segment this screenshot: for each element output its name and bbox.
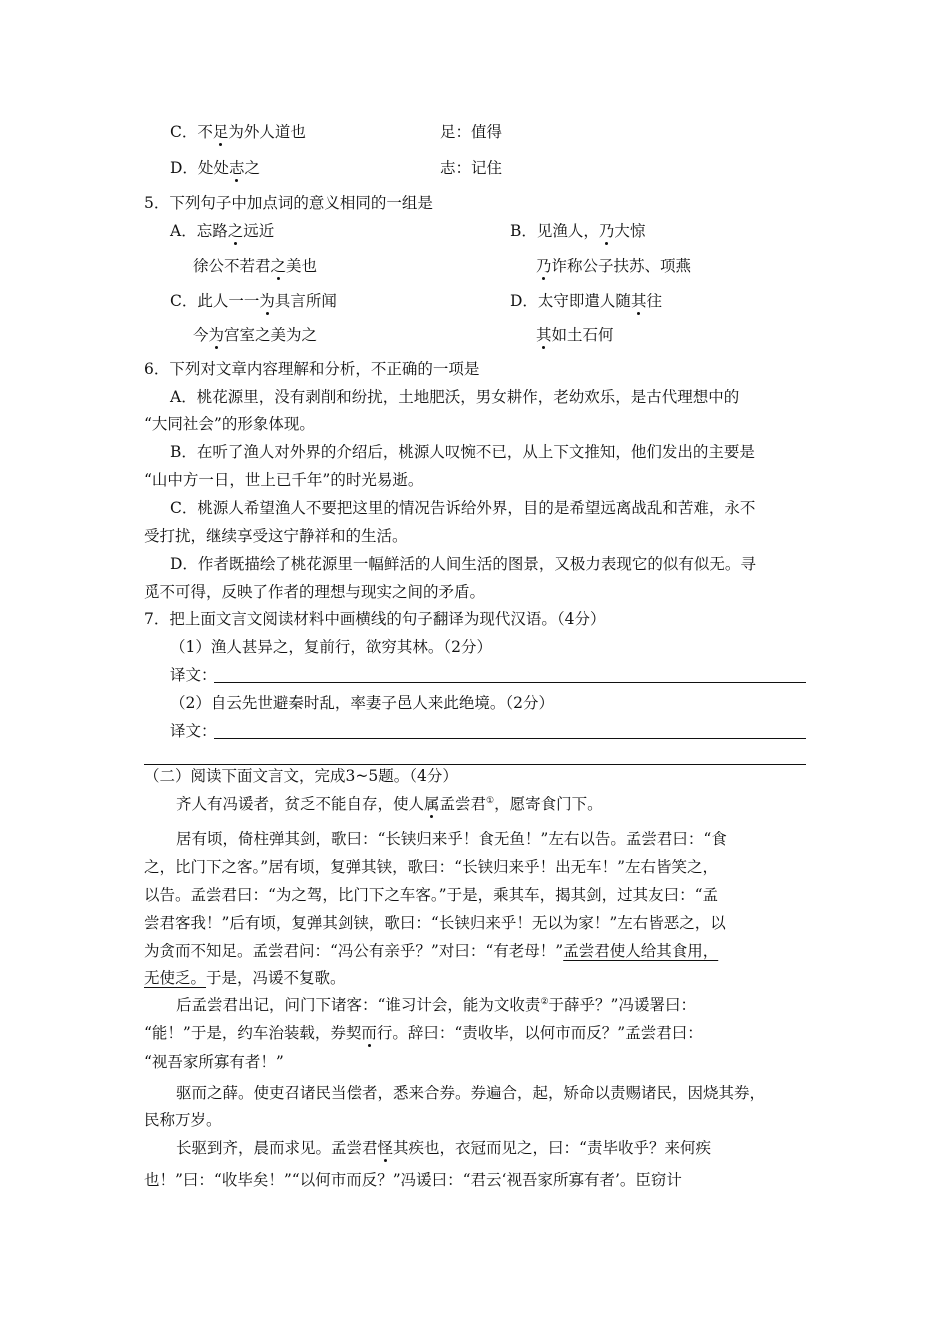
q7-answer-label-2: 译文： bbox=[170, 722, 217, 740]
q6-option-a-line1: A．桃花源里，没有剥削和纷扰，土地肥沃，男女耕作，老幼欢乐，是古代理想中的 bbox=[170, 388, 740, 406]
q5-option-a-line2: 徐公不若君之美也 bbox=[193, 257, 318, 275]
passage-paragraph-1: 齐人有冯谖者，贫乏不能自存，使人属孟尝君①，愿寄食门下。 bbox=[176, 795, 603, 813]
q7-answer-line-2[interactable] bbox=[214, 738, 806, 739]
q5-option-b-line1: B．见渔人，乃大惊 bbox=[510, 222, 646, 240]
underlined-sentence: 孟尝君使人给其食用， bbox=[563, 942, 719, 960]
q4-option-d-gloss: 志：记住 bbox=[440, 159, 503, 177]
q7-answer-line-1[interactable] bbox=[214, 682, 806, 683]
passage-paragraph-3-line2: “能！”于是，约车治装载，券契而行。辞曰：“责收毕，以何市而反？”孟尝君曰： bbox=[144, 1024, 703, 1042]
passage-paragraph-5-line1: 长驱到齐，晨而求见。孟尝君怪其疾也，衣冠而见之，曰：“责毕收乎？来何疾 bbox=[176, 1139, 711, 1157]
q5-option-c-line2: 今为宫室之美为之 bbox=[193, 326, 318, 344]
q6-option-b-line2: “山中方一日，世上已千年”的时光易逝。 bbox=[144, 471, 424, 489]
q4-option-c-gloss: 足：值得 bbox=[440, 123, 503, 141]
passage-paragraph-5-line2: 也！”曰：“收毕矣！”“以何市而反？”冯谖曰：“君云‘视吾家所寡有者’。臣窃计 bbox=[144, 1171, 682, 1189]
q7-stem: 7．把上面文言文阅读材料中画横线的句子翻译为现代汉语。（4分） bbox=[144, 610, 606, 628]
q6-option-d-line2: 觅不可得，反映了作者的理想与现实之间的矛盾。 bbox=[144, 583, 486, 601]
q5-option-b-line2: 乃诈称公子扶苏、项燕 bbox=[536, 257, 692, 275]
q6-option-c-line1: C．桃源人希望渔人不要把这里的情况告诉给外界，目的是希望远离战乱和苦难，永不 bbox=[170, 499, 756, 517]
q6-option-a-line2: “大同社会”的形象体现。 bbox=[144, 415, 315, 433]
passage-paragraph-2-line6: 无使乏。于是，冯谖不复歌。 bbox=[144, 969, 346, 987]
q7-sentence-2: （2）自云先世避秦时乱，率妻子邑人来此绝境。（2分） bbox=[170, 694, 554, 712]
q5-option-d-line2: 其如土石何 bbox=[536, 326, 614, 344]
q6-option-c-line2: 受打扰，继续享受这宁静祥和的生活。 bbox=[144, 527, 408, 545]
q7-answer-label-1: 译文： bbox=[170, 666, 217, 684]
passage-paragraph-4-line2: 民称万岁。 bbox=[144, 1111, 222, 1129]
q6-option-b-line1: B．在听了渔人对外界的介绍后，桃源人叹惋不已，从上下文推知，他们发出的主要是 bbox=[170, 443, 755, 461]
passage-paragraph-2-line5: 为贪而不知足。孟尝君问：“冯公有亲乎？”对曰：“有老母！”孟尝君使人给其食用， bbox=[144, 942, 719, 960]
q5-stem: 5．下列句子中加点词的意义相同的一组是 bbox=[144, 194, 433, 212]
q5-option-a-line1: A．忘路之远近 bbox=[170, 222, 275, 240]
q5-option-d-line1: D．太守即遣人随其往 bbox=[510, 292, 662, 310]
passage-paragraph-2-line4: 尝君客我！”后有顷，复弹其剑铗，歌曰：“长铗归来乎！无以为家！”左右皆恶之，以 bbox=[144, 914, 726, 932]
q6-option-d-line1: D．作者既描绘了桃花源里一幅鲜活的人间生活的图景，又极力表现它的似有似无。寻 bbox=[170, 555, 756, 573]
passage-paragraph-3-line3: “视吾家所寡有者！” bbox=[144, 1053, 284, 1071]
passage-paragraph-2-line2: 之，比门下之客。”居有顷，复弹其铗，歌曰：“长铗归来乎！出无车！”左右皆笑之， bbox=[144, 858, 719, 876]
passage-paragraph-2-line1: 居有顷，倚柱弹其剑，歌曰：“长铗归来乎！食无鱼！”左右以告。孟尝君曰：“食 bbox=[176, 830, 727, 848]
q5-option-c-line1: C．此人一一为具言所闻 bbox=[170, 292, 337, 310]
section-2-header: （二）阅读下面文言文，完成3~5题。（4分） bbox=[144, 767, 458, 785]
section-divider bbox=[144, 764, 806, 765]
q4-option-c: C．不足为外人道也 bbox=[170, 123, 306, 141]
passage-paragraph-3-line1: 后孟尝君出记，问门下诸客：“谁习计会，能为文收责②于薛乎？”冯谖署曰： bbox=[176, 996, 696, 1014]
q4-option-d: D．处处志之 bbox=[170, 159, 260, 177]
underlined-sentence-end: 无使乏。 bbox=[144, 969, 207, 987]
passage-paragraph-4-line1: 驱而之薛。使吏召诸民当偿者，悉来合券。券遍合，起，矫命以责赐诸民，因烧其券， bbox=[176, 1084, 766, 1102]
passage-paragraph-2-line3: 以告。孟尝君曰：“为之驾，比门下之车客。”于是，乘其车，揭其剑，过其友曰：“孟 bbox=[144, 886, 719, 904]
q7-sentence-1: （1）渔人甚异之，复前行，欲穷其林。（2分） bbox=[170, 638, 492, 656]
q6-stem: 6．下列对文章内容理解和分析，不正确的一项是 bbox=[144, 360, 480, 378]
